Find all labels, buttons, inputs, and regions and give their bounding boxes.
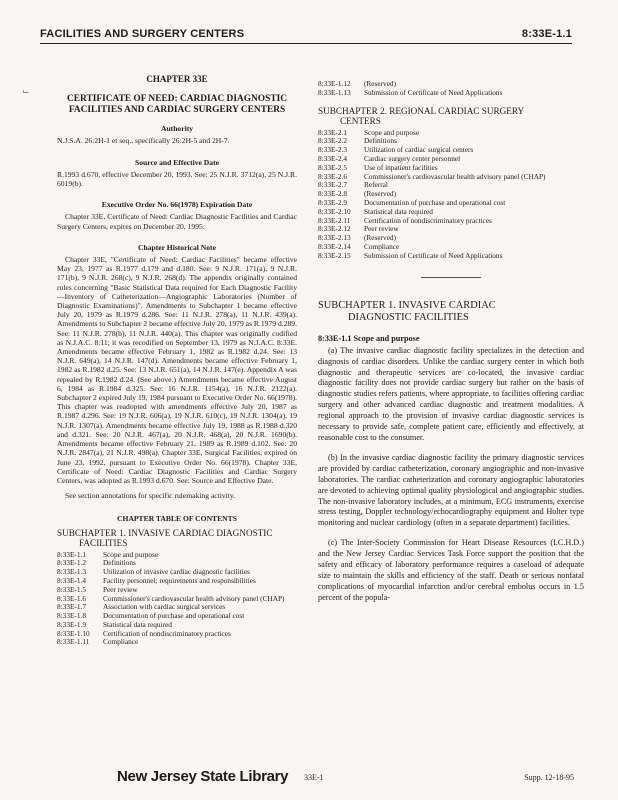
library-stamp: New Jersey State Library (117, 768, 289, 785)
margin-mark: ⌙ (22, 86, 30, 96)
toc-entry-number: 8:33E-2.10 (318, 206, 351, 216)
running-header (40, 25, 572, 44)
section-heading: 8:33E-1.1 Scope and purpose (318, 333, 420, 343)
toc-entry-title: Certification of nondiscriminatory practices (103, 628, 231, 638)
toc-entry-number: 8:33E-1.9 (57, 619, 86, 629)
subchapter-1-line2: DIAGNOSTIC FACILITIES (348, 311, 469, 323)
toc-entry-number: 8:33E-2.11 (318, 215, 351, 225)
source-text: R.1993 d.670, effective December 20, 1993. See: 25 N.J.R. 3712(a), 25 N.J.R. 6019(b). (57, 169, 297, 189)
toc-entry-title: (Reserved) (364, 79, 397, 88)
toc-entry-number: 8:33E-1.8 (57, 611, 86, 621)
source-heading: Source and Effective Date (134, 157, 219, 167)
toc-entry-number: 8:33E-1.13 (318, 87, 351, 97)
authority-text: N.J.S.A. 26:2H-1 et seq., specifically 26:2H-5 and 2H-7. (57, 136, 230, 146)
toc-entry-number: 8:33E-1.6 (57, 593, 86, 603)
chapter-title: CERTIFICATE OF NEED: CARDIAC DIAGNOSTIC FACILITIES AND CARDIAC SURGERY CENTERS (66, 94, 287, 116)
paragraph-b: (b) In the invasive cardiac diagnostic facility the primary diagnostic services are provided by cardiac catheterization, coronary angiographic and non-invasive laboratories. The cardiac catheterization and coronary angiographic laboratories are devoted to achieving optimal quality physiological and angiographic studies. The non-invasive laboratory includes, at a minimum, ECG instruments, exercise stress testing, Doppler technology/echocardiography equipment and Holter type monitoring and nuclear cardiology (often in a separate department) facilities. (318, 452, 584, 528)
toc-entry-number: 8:33E-2.12 (318, 224, 351, 234)
toc-entry-title: Certification of nondiscriminatory practices (364, 215, 492, 225)
history-heading: Chapter Historical Note (138, 242, 216, 252)
section-divider (421, 277, 481, 278)
subchapter-1-heading (318, 300, 584, 324)
toc-entry-title: (Reserved) (364, 233, 397, 243)
toc-subchapter-1-continued (318, 80, 584, 98)
executive-order-text: Chapter 33E, Certificate of Need: Cardiac Diagnostic Facilities and Cardiac Surgery Centers, expires on December 20, 1995. (57, 212, 297, 231)
toc-heading: CHAPTER TABLE OF CONTENTS (117, 514, 237, 524)
toc-entry-number: 8:33E-1.5 (57, 584, 86, 594)
toc-entry-title: Referral (364, 180, 388, 190)
toc-subchapter-2-line2: CENTERS (340, 116, 381, 127)
page-footer (0, 768, 618, 795)
page-number: 33E-1 (304, 773, 324, 782)
right-column (318, 80, 584, 613)
toc-subchapter-2-list (318, 129, 584, 261)
toc-subchapter-1-list (57, 551, 297, 648)
toc-entry-number: 8:33E-2.4 (318, 153, 347, 163)
toc-subchapter-2-line1: SUBCHAPTER 2. REGIONAL CARDIAC SURGERY (318, 105, 525, 116)
toc-entry-number: 8:33E-2.15 (318, 250, 351, 260)
toc-entry-title: Commissioner's cardiovascular health advisory panel (CHAP) (364, 171, 546, 181)
toc-subchapter-1-line1: SUBCHAPTER 1. INVASIVE CARDIAC DIAGNOSTIC (57, 527, 273, 538)
chapter-number: CHAPTER 33E (146, 74, 208, 84)
toc-entry-number: 8:33E-1.11 (57, 637, 90, 647)
toc-entry-number: 8:33E-1.1 (57, 549, 86, 559)
toc-entry-title: Facility personnel; requirements and responsibilities (103, 575, 256, 585)
toc-entry-title: Scope and purpose (364, 127, 420, 137)
toc-entry-title: Scope and purpose (103, 549, 159, 559)
toc-entry-number: 8:33E-1.3 (57, 567, 86, 577)
toc-entry-number: 8:33E-1.7 (57, 602, 86, 612)
toc-entry-number: 8:33E-1.2 (57, 558, 86, 568)
toc-entry-title: Utilization of cardiac surgical centers (364, 145, 474, 155)
toc-entry-title: Commissioner's cardiovascular health advisory panel (CHAP) (103, 593, 285, 603)
toc-entry-number: 8:33E-2.1 (318, 127, 347, 137)
toc-entry-number: 8:33E-2.7 (318, 180, 347, 190)
toc-entry-number: 8:33E-2.2 (318, 136, 347, 146)
annotations-note: See section annotations for specific rulemaking activity. (65, 491, 236, 501)
paragraph-a: (a) The invasive cardiac diagnostic facility specializes in the detection and diagnosis of cardiac disorders. Unlike the cardiac surgery center in which both diagnostic and therapeutic services are co-located, the invasive cardiac diagnostic facility does not provide cardiac surgery but rather on the basis of diagnostic studies refers patients, where appropriate, to facilities offering cardiac surgery and other advanced cardiac diagnostic and treatment modalities. A regional approach to the provision of invasive cardiac diagnostic services is necessary to provide safe, complete patient care, efficiently and effectively, at reasonable cost to the consumer. (318, 345, 584, 442)
header-title: FACILITIES AND SURGERY CENTERS (40, 28, 245, 40)
history-text: Chapter 33E, "Certificate of Need: Cardiac Facilities" became effective May 23, 1977 as R.1977 d.179 and d.180. See: 9 N.J.R. 171(a), 9 N.J.R. 171(b), 9 N.J.R. 268(c), 9 N.J.R. 268(d). The appendix originally contained rules concerning "Basic Statistical Data required for Each Diagnostic Facility—Inventory of Catheterization—Angiographic Laboratories (Number of Diagnostic Examinations)". Amendments to Subchapter 1 became effective July 20, 1979 as R.1979 d.286. See: 11 N.J.R. 278(a), 11 N.J.R. 439(a). Amendments to Subchapter 2 became effective July 20, 1979 as R.1979 d.289. See: 11 N.J.R. 278(b), 11 N.J.R. 440(a). This chapter was originally codified as N.J.A.C. 8:11; it was recodified on September 13, 1979 as N.J.A.C. 8:33E. Amendments became effective February 1, 1982 as R.1982 d.24. See: 13 N.J.R. 649(a), 14 N.J.R. 147(d). Amendments became effective February 1, 1982 as R.1982 d.25. See: 13 N.J.R. 651(a), 14 N.J.R. 147(e). Appendix A was repealed by R.1982 d.24. (See above.) Amendments became effective August 6, 1984 as R.1984 d.325. See: 16 N.J.R. 1154(a), 16 N.J.R. 2122(a). Subchapter 2 expired July 19, 1984 pursuant to Executive Order No. 66(1978). This chapter was readopted with amendments effective July 20, 1987 as R.1987 d.296. See: 19 N.J.R. 606(a), 19 N.J.R. 610(c), 19 N.J.R. 1304(a), 19 N.J.R. 1307(a). Amendments became effective July 19, 1988 as R.1988 d.320 and d.321. See: 20 N.J.R. 467(a), 20 N.J.R. 468(a), 20 N.J.R. 1690(b). Amendments became effective February 21, 1989 as R.1989 d.102. See: 20 N.J.R. 2847(a), 21 N.J.R. 498(a). Chapter 33E, Surgical Facilities, expired on June 23, 1992, pursuant to Executive Order No. 66(1978). Chapter 33E, Certificate of Need: Cardiac Diagnostic Facilities and Cardiac Surgery Centers, was adopted as R.1993 d.670. See: Source and Effective Date. (57, 255, 297, 485)
left-column (57, 75, 297, 647)
toc-entry-number: 8:33E-2.5 (318, 162, 347, 172)
executive-order-heading: Executive Order No. 66(1978) Expiration Date (101, 200, 253, 210)
toc-entry-title: Statistical data required (103, 619, 172, 629)
toc-entry-title: Compliance (364, 241, 400, 251)
header-section-number: 8:33E-1.1 (521, 28, 572, 40)
toc-entry-title: Definitions (364, 136, 397, 146)
toc-subchapter-2-heading (318, 106, 584, 127)
toc-entry-title: Statistical data required (364, 206, 433, 216)
toc-entry-title: Cardiac surgery center personnel (364, 153, 461, 163)
toc-entry-number: 8:33E-1.12 (318, 79, 351, 88)
toc-entry-number: 8:33E-2.8 (318, 189, 347, 199)
toc-entry-number: 8:33E-2.6 (318, 171, 347, 181)
toc-entry-title: Peer review (364, 224, 399, 234)
toc-entry-title: Submission of Certificate of Need Applications (364, 87, 503, 97)
toc-entry-number: 8:33E-2.9 (318, 197, 347, 207)
toc-entry-number: 8:33E-2.14 (318, 241, 351, 251)
supplement-date: Supp. 12-18-95 (524, 773, 574, 782)
toc-entry-title: Documentation of purchase and operational cost (103, 611, 245, 621)
authority-heading: Authority (160, 124, 194, 134)
toc-entry-number: 8:33E-1.10 (57, 628, 90, 638)
toc-entry-title: (Reserved) (364, 189, 397, 199)
toc-entry-title: Definitions (103, 558, 136, 568)
toc-entry-title: Submission of Certificate of Need Applications (364, 250, 503, 260)
paragraph-c: (c) The Inter-Society Commission for Heart Disease Resources (I.C.H.D.) and the New Jersey Cardiac Services Task Force support the position that the safety and efficacy of laboratory performance requires a caseload of adequate size to maintain the skills and efficiency of the staff. Death or serious nonfatal complications of myocardial infarction and/or cerebral embolus occurs in 1.5 percent of the popula- (318, 538, 584, 602)
toc-subchapter-1-heading (57, 528, 297, 549)
toc-entry-number: 8:33E-2.13 (318, 233, 351, 243)
toc-entry-title: Utilization of invasive cardiac diagnostic facilities (103, 567, 250, 577)
toc-entry-title: Use of inpatient facilities (364, 162, 438, 172)
toc-entry-number: 8:33E-1.4 (57, 575, 86, 585)
toc-entry-title: Association with cardiac surgical services (103, 602, 226, 612)
subchapter-1-line1: SUBCHAPTER 1. INVASIVE CARDIAC (318, 299, 496, 311)
toc-subchapter-1-line2: FACILITIES (79, 538, 128, 549)
toc-entry-title: Compliance (103, 637, 139, 647)
toc-entry-title: Peer review (103, 584, 138, 594)
toc-entry-title: Documentation of purchase and operational cost (364, 197, 506, 207)
toc-entry-number: 8:33E-2.3 (318, 145, 347, 155)
